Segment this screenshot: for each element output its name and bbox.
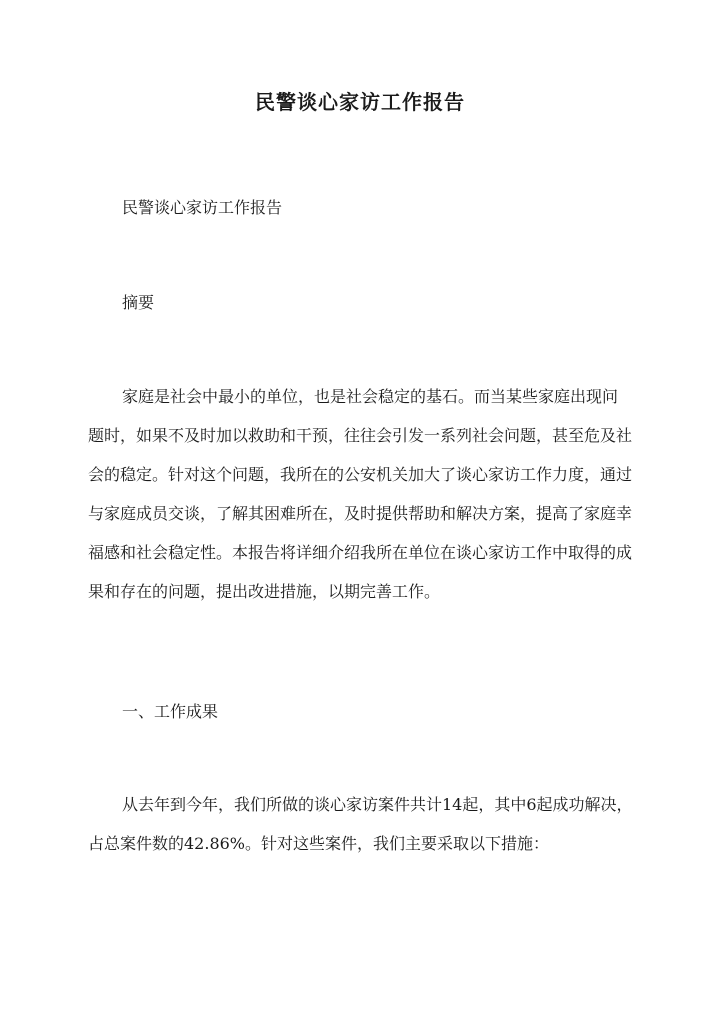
abstract-paragraph: 家庭是社会中最小的单位，也是社会稳定的基石。而当某些家庭出现问题时，如果不及时加以救助和干预，往往会引发一系列社会问题，甚至危及社会的稳定。针对这个问题，我所在的公安机关加大了谈心家访工作力度，通过与家庭成员交谈，了解其困难所在，及时提供帮助和解决方案，提高了家庭幸福感和社会稳定性。本报告将详细介绍我所在单位在谈心家访工作中取得的成果和存在的问题，提出改进措施，以期完善工作。 bbox=[88, 387, 633, 601]
document-subtitle: 民警谈心家访工作报告 bbox=[122, 198, 283, 217]
section-1-heading: 一、工作成果 bbox=[122, 702, 219, 721]
abstract-heading: 摘要 bbox=[122, 293, 155, 312]
document-title: 民警谈心家访工作报告 bbox=[255, 90, 465, 114]
section-1-paragraph: 从去年到今年，我们所做的谈心家访案件共计14起，其中6起成功解决，占总案件数的42.86%。针对这些案件，我们主要采取以下措施： bbox=[88, 795, 633, 853]
